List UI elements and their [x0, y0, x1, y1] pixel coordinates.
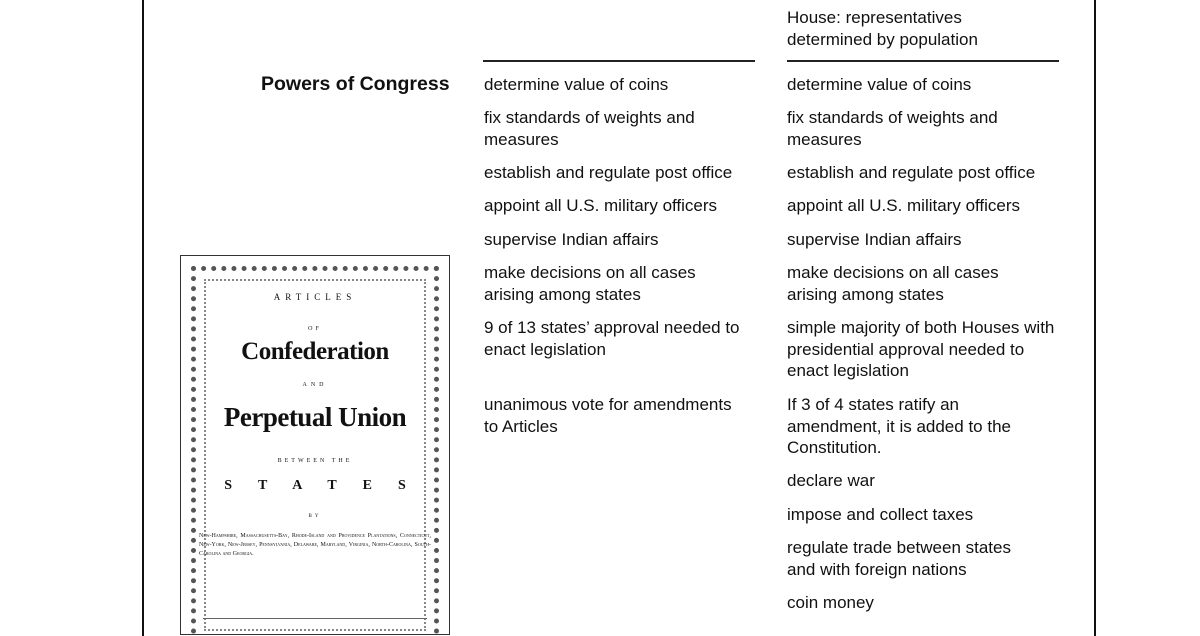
right-column-rule: [787, 60, 1059, 62]
doc-line-perpetual-union: Perpetual Union: [223, 402, 407, 432]
constitution-row: appoint all U.S. military officers: [787, 196, 1021, 215]
articles-row: 9 of 13 states’ approval needed to enact legislation: [484, 318, 740, 359]
header-line-1: House: representatives: [787, 8, 962, 27]
constitution-row: fix standards of weights and measures: [787, 108, 998, 149]
articles-title-page-image: [180, 255, 450, 635]
articles-row: appoint all U.S. military officers: [484, 196, 718, 215]
constitution-row: simple majority of both Houses with presidential approval needed to enact legislation: [787, 318, 1055, 380]
constitution-row: regulate trade between states and with foreign nations: [787, 538, 1011, 579]
doc-line-states: STATES: [224, 478, 432, 493]
doc-line-by: BY: [308, 514, 322, 519]
articles-row: make decisions on all cases arising among states: [484, 263, 696, 304]
constitution-row: supervise Indian affairs: [787, 230, 962, 249]
constitution-row: coin money: [787, 593, 874, 612]
doc-line-of: OF: [308, 326, 322, 332]
articles-column: [484, 74, 764, 449]
constitution-row: declare war: [787, 471, 875, 490]
articles-row: unanimous vote for amendments to Articles: [484, 395, 732, 436]
doc-line-between: BETWEEN THE: [277, 458, 353, 464]
constitution-row: make decisions on all cases arising among states: [787, 263, 999, 304]
doc-line-confederation: Confederation: [241, 338, 389, 365]
articles-row: supervise Indian affairs: [484, 230, 659, 249]
doc-line-and: AND: [302, 382, 328, 388]
ornamental-border: [191, 266, 439, 635]
constitution-row: If 3 of 4 states ratify an amendment, it is added to the Constitution.: [787, 395, 1011, 457]
doc-line-articles: ARTICLES: [273, 292, 357, 302]
column-header: [787, 7, 1067, 50]
articles-row: fix standards of weights and measures: [484, 108, 695, 149]
doc-line-state-list: New-Hampshire, Massachusetts-Bay, Rhode-Island and Providence Plantations, Connecticut, New-York, New-Jersey, Pennsylvania, Delaware, Maryland, Virginia, North-Carolina, South-Carolina and Georgia.: [199, 533, 431, 557]
constitution-row: determine value of coins: [787, 75, 972, 94]
constitution-row: establish and regulate post office: [787, 163, 1036, 182]
constitution-column: [787, 74, 1067, 625]
section-label: Powers of Congress: [261, 73, 450, 95]
doc-bottom-rule: [203, 618, 427, 619]
header-line-2: determined by population: [787, 29, 978, 49]
articles-row: determine value of coins: [484, 75, 669, 94]
left-column-rule: [483, 60, 755, 62]
constitution-row: impose and collect taxes: [787, 505, 974, 524]
articles-row: establish and regulate post office: [484, 163, 733, 182]
